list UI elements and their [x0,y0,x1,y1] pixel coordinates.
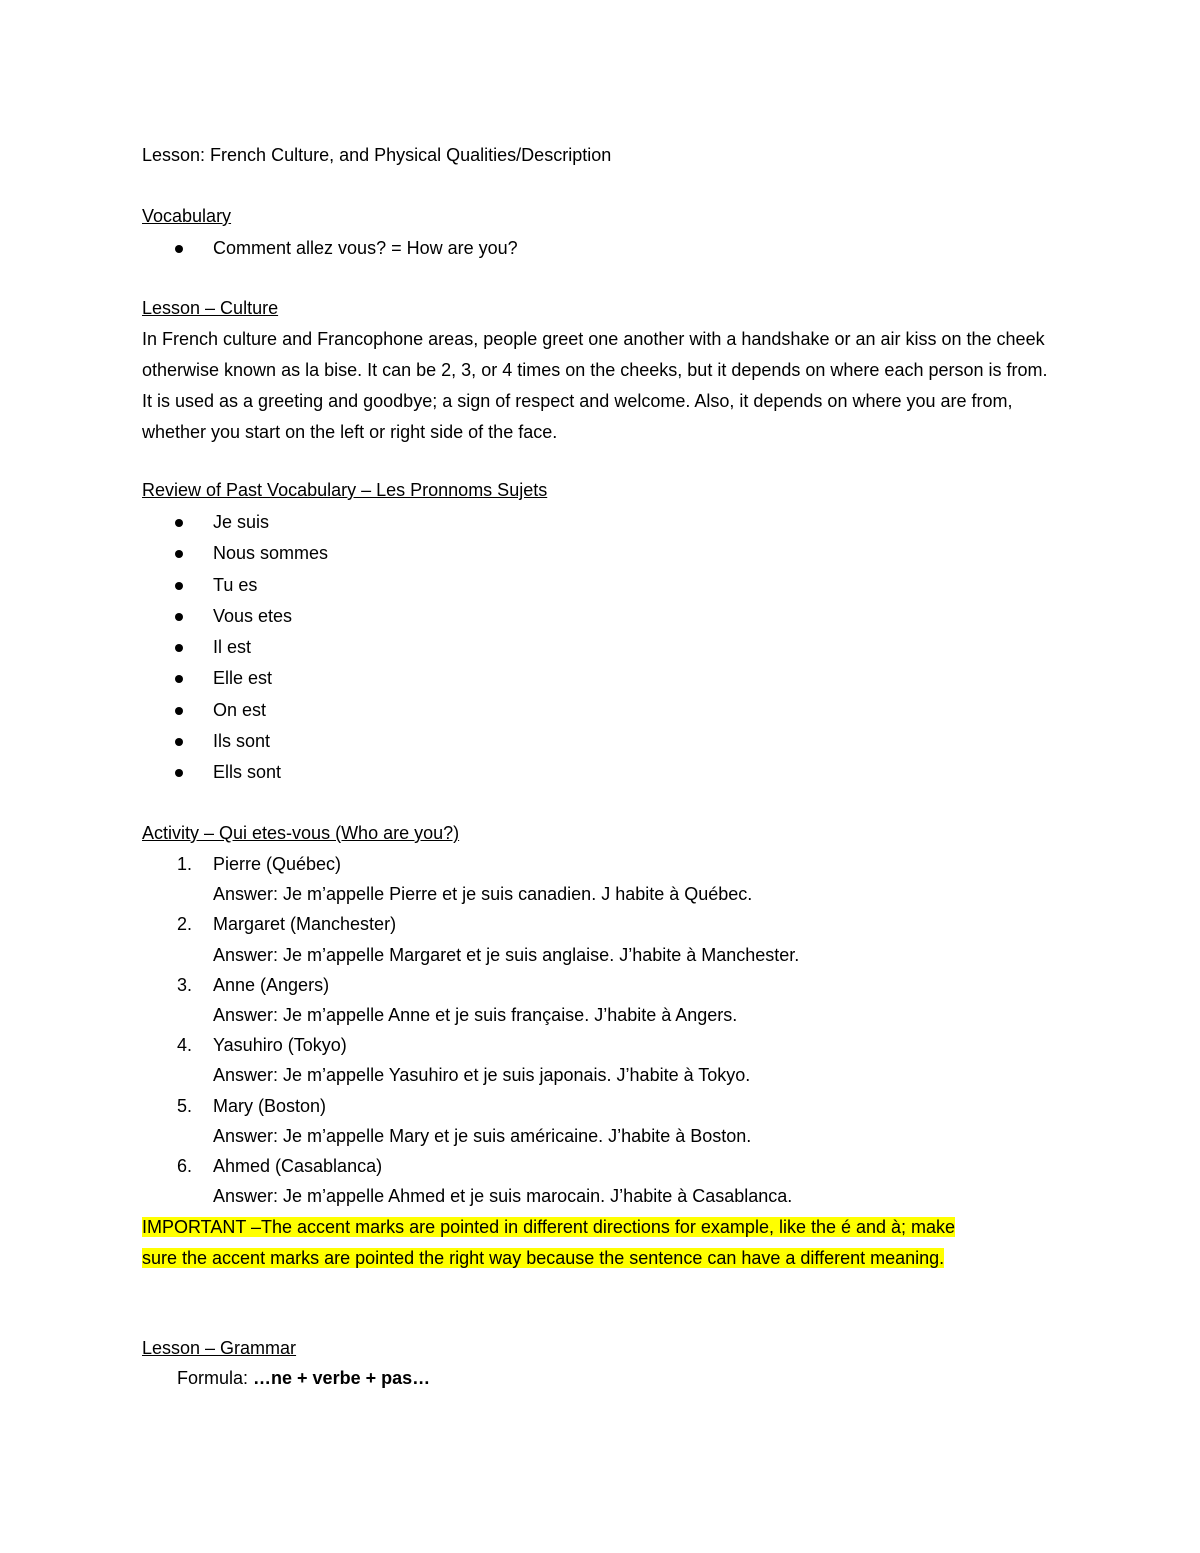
bullet-icon [175,245,183,253]
list-item: 1. Pierre (Québec) Answer: Je m’appelle Pierre et je suis canadien. J habite à Québec. [142,849,799,909]
list-item: Nous sommes [142,538,328,569]
bullet-icon [175,769,183,777]
list-item: Je suis [142,507,328,538]
activity-heading: Activity – Qui etes-vous (Who are you?) [142,823,460,843]
important-line-2: sure the accent marks are pointed the right way because the sentence can have a different meaning. [142,1248,945,1268]
activity-prompt: Ahmed (Casablanca) [213,1156,383,1177]
activity-list [142,849,799,1211]
bullet-icon [175,519,183,527]
list-item: On est [142,695,328,726]
list-item: 2. Margaret (Manchester) Answer: Je m’appelle Margaret et je suis anglaise. J’habite à Manchester. [142,909,799,969]
vocabulary-list [142,233,518,264]
important-note [142,1212,1072,1274]
review-heading: Review of Past Vocabulary – Les Pronnoms Sujets [142,480,548,500]
activity-prompt: Margaret (Manchester) [213,914,397,935]
grammar-heading: Lesson – Grammar [142,1338,297,1358]
list-item: 6. Ahmed (Casablanca) Answer: Je m’appelle Ahmed et je suis marocain. J’habite à Casablanca. [142,1151,799,1211]
list-item: Ells sont [142,757,328,788]
list-item: 4. Yasuhiro (Tokyo) Answer: Je m’appelle Yasuhiro et je suis japonais. J’habite à Tokyo. [142,1030,799,1090]
bullet-icon [175,613,183,621]
activity-prompt: Pierre (Québec) [213,854,342,874]
activity-prompt: Yasuhiro (Tokyo) [213,1035,347,1056]
list-item: Comment allez vous? = How are you? [142,233,518,264]
list-item: Vous etes [142,601,328,632]
activity-answer: Answer: Je m’appelle Yasuhiro et je suis japonais. J’habite à Tokyo. [213,1065,751,1086]
list-item: Elle est [142,663,328,694]
important-line-1: IMPORTANT –The accent marks are pointed in different directions for example, like the é and à; make [142,1217,956,1237]
lesson-title: Lesson: French Culture, and Physical Qualities/Description [142,145,612,165]
list-item: 3. Anne (Angers) Answer: Je m’appelle Anne et je suis française. J’habite à Angers. [142,970,799,1030]
bullet-icon [175,644,183,652]
list-item: Il est [142,632,328,663]
bullet-icon [175,675,183,683]
pronoun-list [142,507,328,789]
grammar-formula [177,1363,430,1394]
activity-answer: Answer: Je m’appelle Pierre et je suis canadien. J habite à Québec. [213,884,753,905]
formula-label: Formula: [177,1368,254,1388]
bullet-icon [175,550,183,558]
bullet-icon [175,707,183,715]
activity-prompt: Anne (Angers) [213,974,330,995]
activity-answer: Answer: Je m’appelle Mary et je suis américaine. J’habite à Boston. [213,1125,752,1146]
list-item: Ils sont [142,726,328,757]
activity-answer: Answer: Je m’appelle Margaret et je suis anglaise. J’habite à Manchester. [213,944,800,965]
activity-prompt: Mary (Boston) [213,1095,327,1116]
activity-answer: Answer: Je m’appelle Anne et je suis française. J’habite à Angers. [213,1005,738,1026]
vocabulary-heading: Vocabulary [142,206,232,226]
bullet-icon [175,582,183,590]
bullet-icon [175,738,183,746]
activity-answer: Answer: Je m’appelle Ahmed et je suis marocain. J’habite à Casablanca. [213,1186,793,1207]
formula-value: …ne + verbe + pas… [253,1368,431,1388]
culture-paragraph: In French culture and Francophone areas, people greet one another with a handshake or an air kiss on the cheek otherwise known as la bise. It can be 2, 3, or 4 times on the cheeks, but it depends on where each person is from. It is used as a greeting and goodbye; a sign of respect and welcome. Also, it depends on where you are from, whether you start on the left or right side of the face. [142,329,1048,442]
list-item: 5. Mary (Boston) Answer: Je m’appelle Mary et je suis américaine. J’habite à Boston. [142,1091,799,1151]
list-item: Tu es [142,570,328,601]
culture-heading: Lesson – Culture [142,298,279,318]
